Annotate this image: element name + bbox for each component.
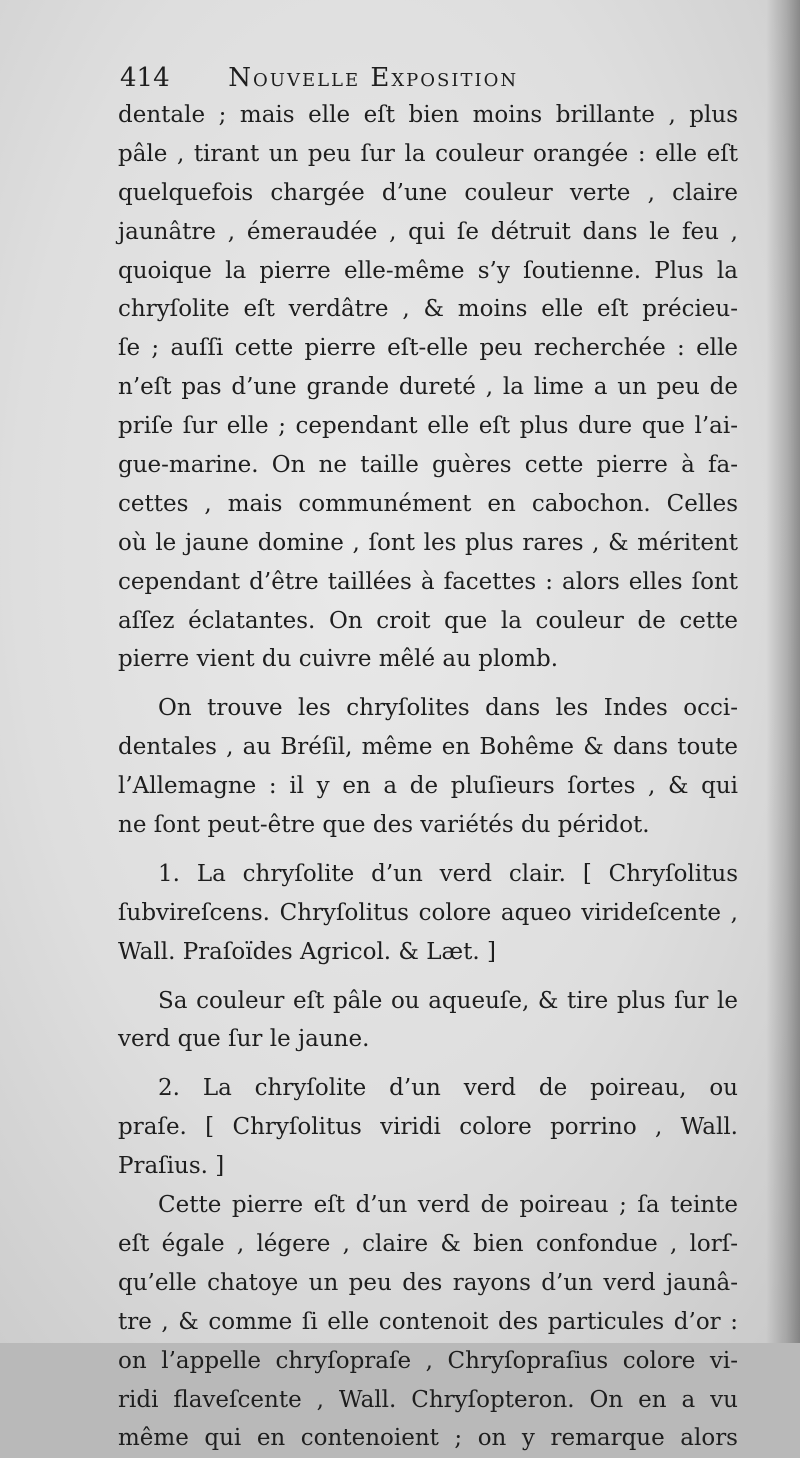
text-line: cettes , mais communément en cabochon. Celles <box>118 490 738 517</box>
text-line: ſe ; auſſi cette pierre eſt-elle peu recherchée : elle <box>118 335 738 362</box>
text-line: aſſez éclatantes. On croit que la couleur de cette <box>118 607 738 634</box>
text-line: verd que ſur le jaune. <box>118 1026 370 1053</box>
text-line: 2. La chryſolite d’un verd de poireau, ou <box>158 1075 738 1102</box>
text-line: quelquefois chargée d’une couleur verte , claire <box>118 179 738 206</box>
text-line: Sa couleur eſt pâle ou aqueuſe, & tire plus ſur le <box>158 987 738 1014</box>
page-header <box>120 58 640 98</box>
text-line: praſe. [ Chryſolitus viridi colore porrino , Wall. <box>118 1114 738 1141</box>
page-gutter-shadow <box>766 0 800 1343</box>
text-line: Praſius. ] <box>118 1153 225 1180</box>
text-line: 1. La chryſolite d’un verd clair. [ Chryſolitus <box>158 860 738 887</box>
text-line: chryſolite eſt verdâtre , & moins elle eſt précieu- <box>118 296 738 323</box>
text-line: on l’appelle chryſopraſe , Chryſopraſius colore vi- <box>118 1347 738 1374</box>
text-line: ſubvireſcens. Chryſolitus colore aqueo virideſcente , <box>118 899 738 926</box>
text-line: n’eſt pas d’une grande dureté , la lime a un peu de <box>118 374 738 401</box>
text-line: dentales , au Bréſil, même en Bohême & dans toute <box>118 734 738 761</box>
text-line: jaunâtre , émeraudée , qui ſe détruit dans le feu , <box>118 218 738 245</box>
text-line: gue-marine. On ne taille guères cette pierre à fa- <box>118 452 738 479</box>
text-line: même qui en contenoient ; on y remarque alors <box>118 1425 738 1452</box>
body-text <box>118 96 738 1458</box>
text-line: où le jaune domine , ſont les plus rares , & méritent <box>118 529 738 556</box>
text-line: pierre vient du cuivre mêlé au plomb. <box>118 646 559 673</box>
text-line: quoique la pierre elle-même s’y ſoutienne. Plus la <box>118 257 738 284</box>
text-line: eſt égale , légere , claire & bien confondue , lorſ- <box>118 1230 738 1257</box>
text-line: ne ſont peut-être que des variétés du péridot. <box>118 812 650 839</box>
text-line: l’Allemagne : il y en a de pluſieurs ſortes , & qui <box>118 773 738 800</box>
text-line: dentale ; mais elle eſt bien moins brillante , plus <box>118 102 738 128</box>
text-line: qu’elle chatoye un peu des rayons d’un verd jaunâ- <box>118 1269 738 1296</box>
running-title: Nouvelle Exposition <box>228 63 519 93</box>
text-line: priſe ſur elle ; cependant elle eſt plus dure que l’ai- <box>118 413 738 440</box>
text-line: tre , & comme ſi elle contenoit des particules d’or : <box>118 1308 738 1335</box>
page-number: 414 <box>120 63 170 93</box>
text-line: Cette pierre eſt d’un verd de poireau ; ſa teinte <box>158 1192 738 1219</box>
text-line: pâle , tirant un peu ſur la couleur orangée : elle eſt <box>118 140 738 167</box>
text-line: ridi flaveſcente , Wall. Chryſopteron. On en a vu <box>118 1386 738 1413</box>
text-line: cependant d’être taillées à facettes : alors elles ſont <box>118 568 738 595</box>
text-line: On trouve les chryſolites dans les Indes occi- <box>158 695 738 722</box>
text-line: Wall. Praſoïdes Agricol. & Læt. ] <box>118 938 496 965</box>
